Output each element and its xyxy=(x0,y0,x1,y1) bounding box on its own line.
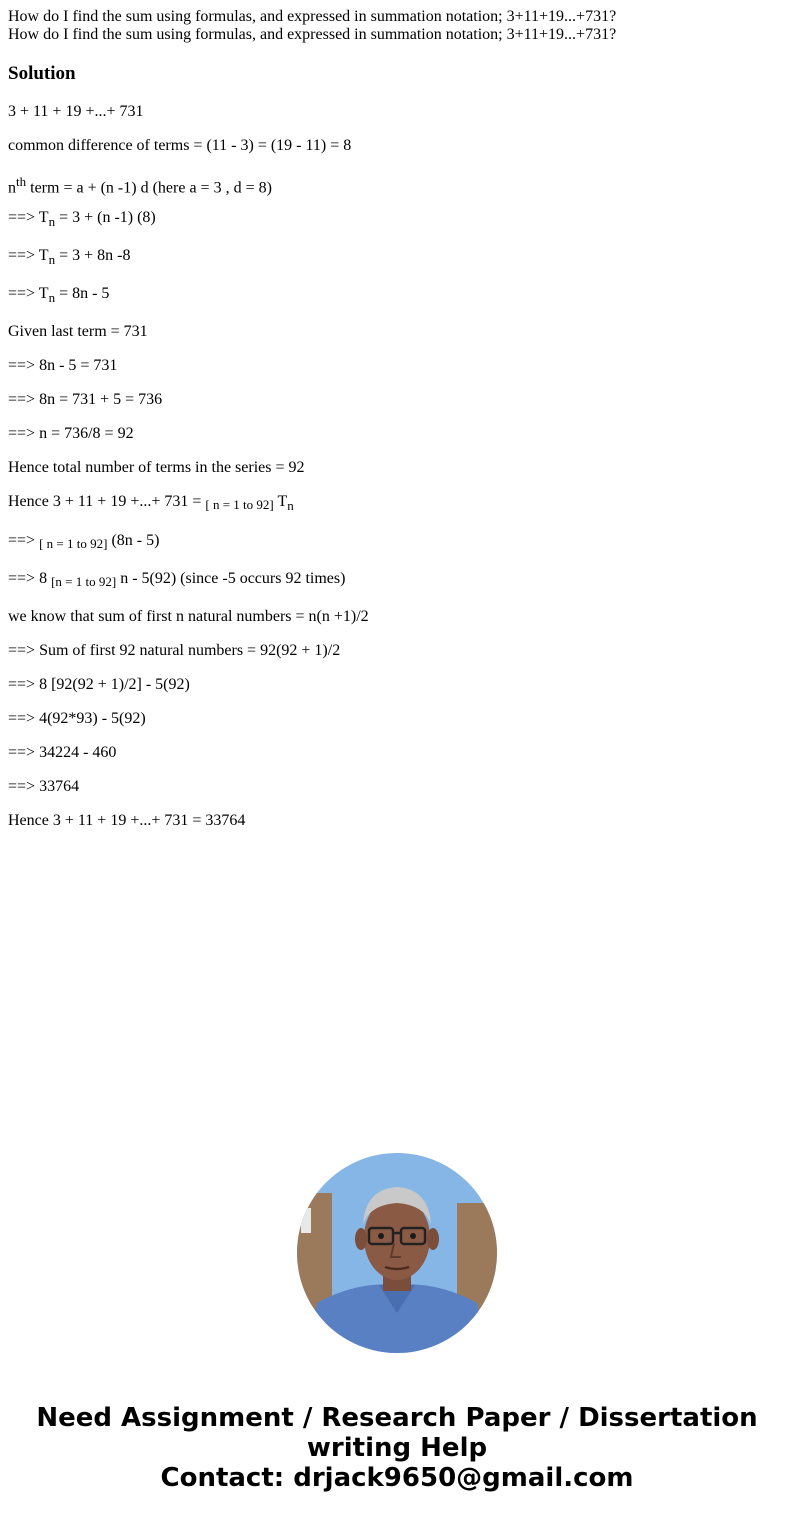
common-difference-line: common difference of terms = (11 - 3) = (19 - 11) = 8 xyxy=(8,137,352,154)
sum-line-3: ==> 8 [n = 1 to 92] n - 5(92) (since -5 occurs 92 times) xyxy=(8,570,346,589)
nth-term-line: $n^{th}$ term = a + (n -1) d (here a = 3 , d = 8) xyxy=(8,174,272,197)
question-text xyxy=(8,8,616,44)
step-line-4: ==> 33764 xyxy=(8,778,80,795)
footer-contact-email: Contact: drjack9650@gmail.com xyxy=(160,1463,634,1493)
tn-line-3: ==> $T_n = 8n - 5$ xyxy=(8,285,110,306)
equation-line-1: ==> 8n - 5 = 731 xyxy=(8,357,118,374)
final-answer-line: Hence 3 + 11 + 19 +...+ 731 = 33764 xyxy=(8,812,246,829)
step-line-2: ==> 4(92*93) - 5(92) xyxy=(8,710,146,727)
natural-92-line: ==> Sum of first 92 natural numbers = 92(92 + 1)/2 xyxy=(8,642,341,659)
footer-line-1: Need Assignment / Research Paper / Dissertation xyxy=(36,1403,758,1433)
equation-line-3: ==> n = 736/8 = 92 xyxy=(8,425,134,442)
step-line-3: ==> 34224 - 460 xyxy=(8,744,117,761)
sum-line-2: ==> [ n = 1 to 92] (8n - 5) xyxy=(8,532,160,551)
given-last-term-line: Given last term = 731 xyxy=(8,323,148,340)
solution-heading: Solution xyxy=(8,63,76,84)
author-portrait xyxy=(297,1153,497,1353)
footer-line-2: writing Help xyxy=(306,1433,488,1463)
step-line-1: ==> 8 [92(92 + 1)/2] - 5(92) xyxy=(8,676,190,693)
tn-line-2: ==> $T_n = 3 + 8n$ -8 xyxy=(8,247,131,268)
series-line: 3 + 11 + 19 +...+ 731 xyxy=(8,103,144,120)
total-terms-line: Hence total number of terms in the series = 92 xyxy=(8,459,305,476)
question-line-1: How do I find the sum using formulas, and expressed in summation notation; 3+11+19...+731? xyxy=(8,8,617,25)
portrait-illustration xyxy=(297,1153,497,1353)
natural-numbers-line: we know that sum of first n natural numbers = n(n +1)/2 xyxy=(8,608,369,625)
equation-line-2: ==> 8n = 731 + 5 = 736 xyxy=(8,391,163,408)
sum-line: Hence 3 + 11 + 19 +...+ 731 = [ n = 1 to 92] $T_n$ xyxy=(8,493,294,514)
question-line-2: How do I find the sum using formulas, and expressed in summation notation; 3+11+19...+731? xyxy=(8,26,617,43)
contact-footer xyxy=(0,1403,794,1493)
tn-line-1: ==> $T_n = 3 + (n$ -1) (8) xyxy=(8,209,156,230)
